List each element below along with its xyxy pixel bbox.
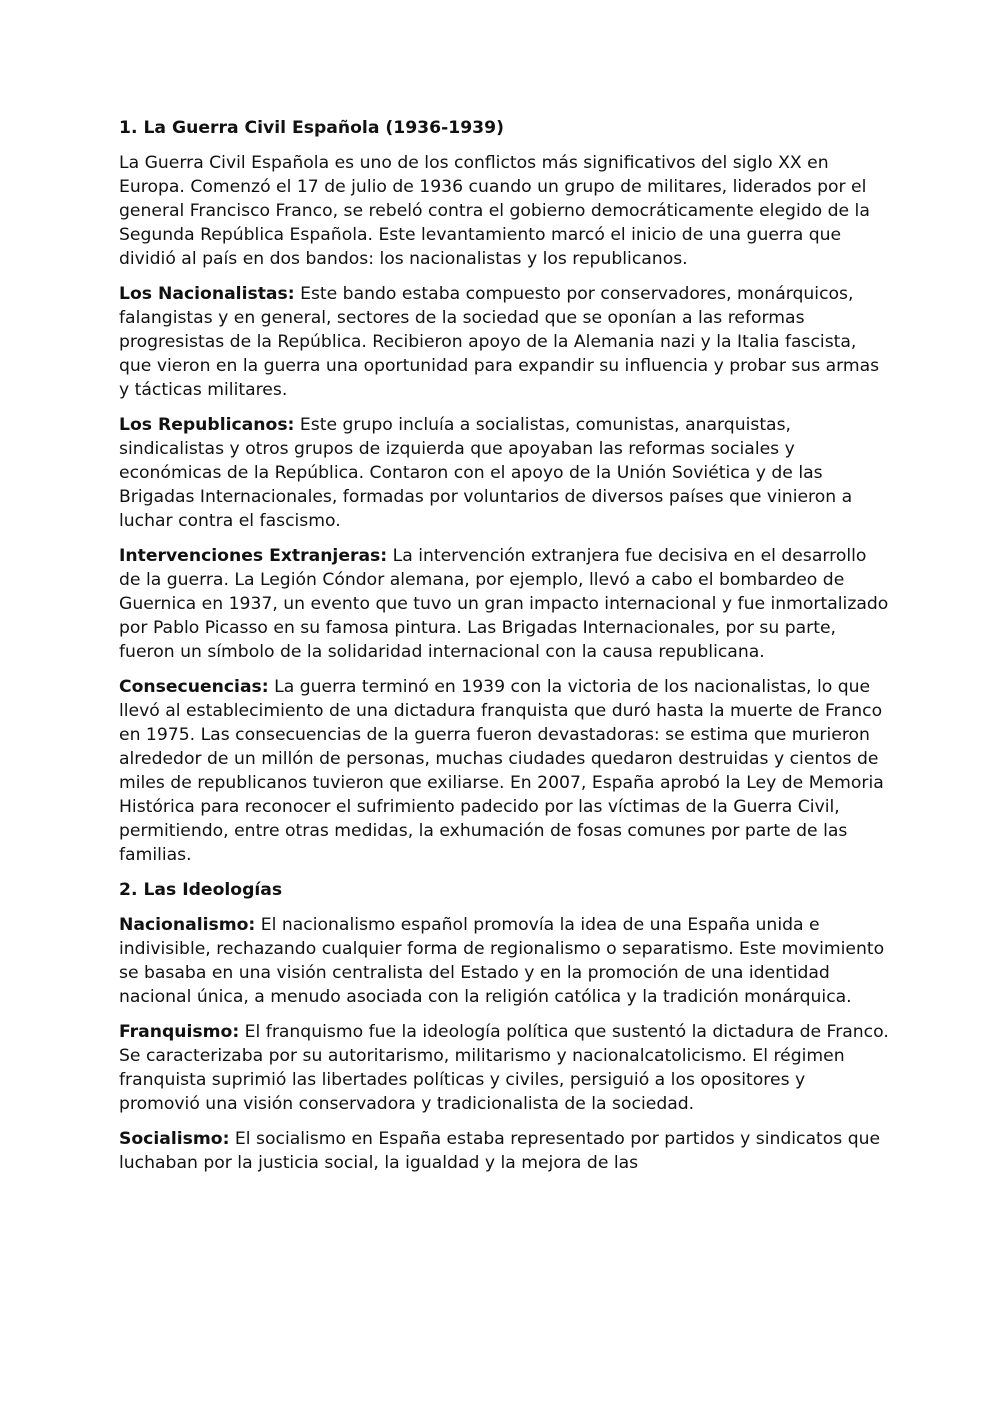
paragraph-nacionalistas (119, 282, 889, 402)
term-socialismo: Socialismo: (119, 1129, 230, 1149)
text-franquismo: El franquismo fue la ideología política que sustentó la dictadura de Franco. Se caracterizaba por su autoritarismo, militarismo y nacionalcatolicismo. El régimen franquista suprimió las libertades políticas y civiles, persiguió a los opositores y promovió una visión conservadora y tradicionalista de la sociedad. (119, 1022, 889, 1114)
text-nacionalistas: Este bando estaba compuesto por conservadores, monárquicos, falangistas y en general, sectores de la sociedad que se oponían a las reformas progresistas de la República. Recibieron apoyo de la Alemania nazi y la Italia fascista, que vieron en la guerra una oportunidad para expandir su influencia y probar sus armas y tácticas militares. (119, 284, 880, 400)
text-consecuencias: La guerra terminó en 1939 con la victoria de los nacionalistas, lo que llevó al establecimiento de una dictadura franquista que duró hasta la muerte de Franco en 1975. Las consecuencias de la guerra fueron devastadoras: se estima que murieron alrededor de un millón de personas, muchas ciudades quedaron destruidas y cientos de miles de republicanos tuvieron que exiliarse. En 2007, España aprobó la Ley de Memoria Histórica para reconocer el sufrimiento padecido por las víctimas de la Guerra Civil, permitiendo, entre otras medidas, la exhumación de fosas comunes por parte de las familias. (119, 677, 884, 865)
term-nacionalistas: Los Nacionalistas: (119, 284, 295, 304)
term-intervenciones: Intervenciones Extranjeras: (119, 546, 388, 566)
paragraph-consecuencias (119, 675, 889, 867)
section-2-heading: 2. Las Ideologías (119, 880, 283, 900)
text-nacionalismo: El nacionalismo español promovía la idea de una España unida e indivisible, rechazando cualquier forma de regionalismo o separatismo. Este movimiento se basaba en una visión centralista del Estado y en la promoción de una identidad nacional única, a menudo asociada con la religión católica y la tradición monárquica. (119, 915, 885, 1007)
section-1-heading: 1. La Guerra Civil Española (1936-1939) (119, 118, 504, 138)
paragraph-intervenciones (119, 544, 889, 664)
paragraph-franquismo (119, 1020, 889, 1116)
term-nacionalismo: Nacionalismo: (119, 915, 256, 935)
document-page (119, 116, 889, 1186)
term-consecuencias: Consecuencias: (119, 677, 269, 697)
term-franquismo: Franquismo: (119, 1022, 240, 1042)
text-republicanos: Este grupo incluía a socialistas, comunistas, anarquistas, sindicalistas y otros grupos de izquierda que apoyaban las reformas sociales y económicas de la República. Contaron con el apoyo de la Unión Soviética y de las Brigadas Internacionales, formadas por voluntarios de diversos países que vinieron a luchar contra el fascismo. (119, 415, 853, 531)
text-intervenciones: La intervención extranjera fue decisiva en el desarrollo de la guerra. La Legión Cóndor alemana, por ejemplo, llevó a cabo el bombardeo de Guernica en 1937, un evento que tuvo un gran impacto internacional y fue inmortalizado por Pablo Picasso en su famosa pintura. Las Brigadas Internacionales, por su parte, fueron un símbolo de la solidaridad internacional con la causa republicana. (119, 546, 889, 662)
paragraph-socialismo (119, 1127, 889, 1175)
paragraph-republicanos (119, 413, 889, 533)
section-1-intro: La Guerra Civil Española es uno de los conflictos más significativos del siglo XX en Europa. Comenzó el 17 de julio de 1936 cuando un grupo de militares, liderados por el general Francisco Franco, se rebeló contra el gobierno democráticamente elegido de la Segunda República Española. Este levantamiento marcó el inicio de una guerra que dividió al país en dos bandos: los nacionalistas y los republicanos. (119, 153, 870, 269)
text-socialismo: El socialismo en España estaba representado por partidos y sindicatos que luchaban por la justicia social, la igualdad y la mejora de las (119, 1129, 881, 1173)
paragraph-nacionalismo (119, 913, 889, 1009)
term-republicanos: Los Republicanos: (119, 415, 295, 435)
